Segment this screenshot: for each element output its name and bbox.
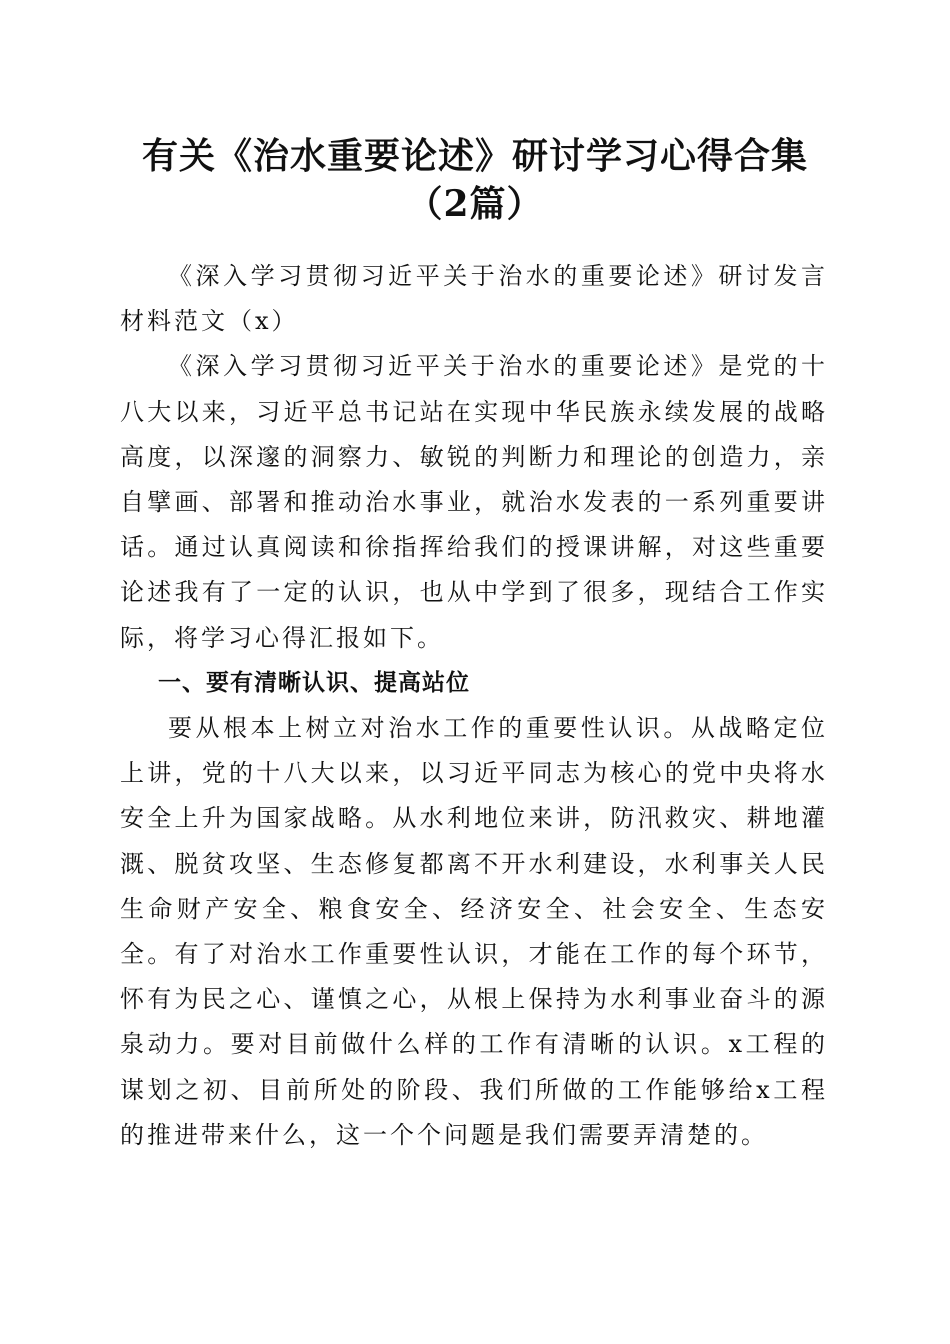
section-heading-1: 一、要有清晰认识、提高站位 [158,669,470,696]
document-title: 有关《治水重要论述》研讨学习心得合集（2篇） [141,135,808,225]
section-1-paragraph: 要从根本上树立对治水工作的重要性认识。从战略定位上讲，党的十八大以来，以习近平同志为核心的党中央将水安全上升为国家战略。从水利地位来讲，防汛救灾、耕地灌溉、脱贫攻坚、生态修复都离不开水利建设，水利事关人民生命财产安全、粮食安全、经济安全、社会安全、生态安全。有了对治水工作重要性认识，才能在工作的每个环节，怀有为民之心、谨慎之心，从根上保持为水利事业奋斗的源泉动力。要对目前做什么样的工作有清晰的认识。x工程的谋划之初、目前所处的阶段、我们所做的工作能够给x工程的推进带来什么，这一个个问题是我们需要弄清楚的。 [120,714,828,1149]
document-body [120,254,828,1158]
intro-paragraph: 《深入学习贯彻习近平关于治水的重要论述》是党的十八大以来，习近平总书记站在实现中华民族永续发展的战略高度，以深邃的洞察力、敏锐的判断力和理论的创造力，亲自擘画、部署和推动治水事业，就治水发表的一系列重要讲话。通过认真阅读和徐指挥给我们的授课讲解，对这些重要论述我有了一定的认识，也从中学到了很多，现结合工作实际，将学习心得汇报如下。 [120,352,828,652]
subtitle-paragraph: 《深入学习贯彻习近平关于治水的重要论述》研讨发言材料范文（x） [120,262,828,336]
